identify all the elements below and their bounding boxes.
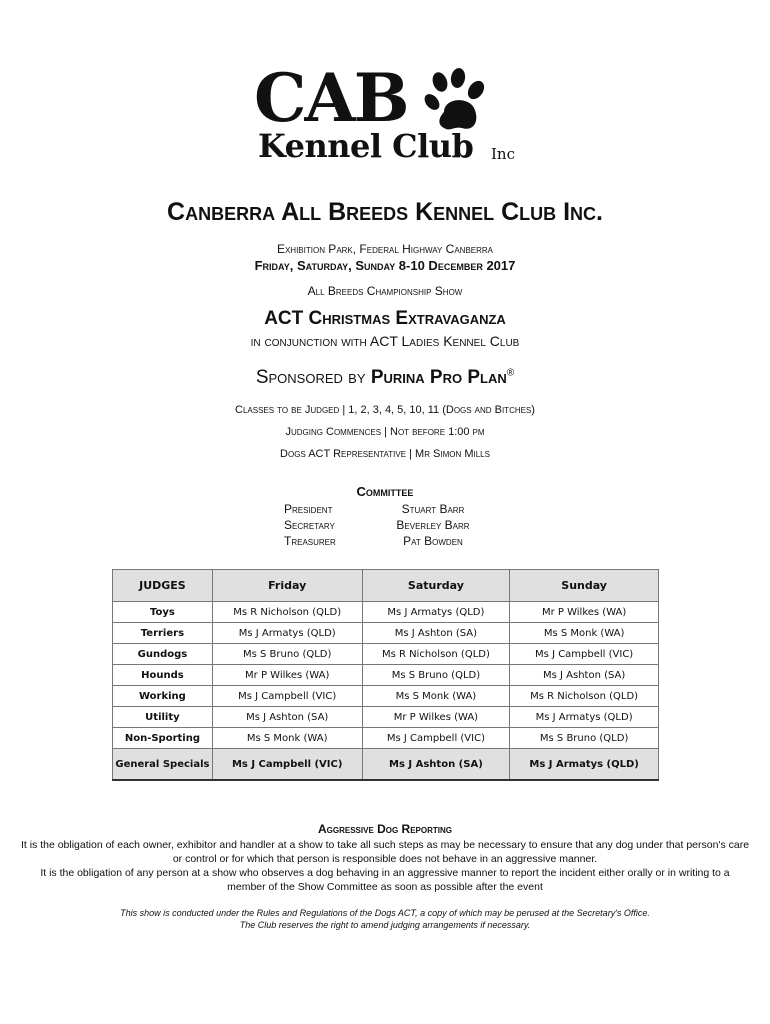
judge-cell: Ms J Campbell (VIC) — [510, 644, 659, 665]
header-saturday: Saturday — [362, 570, 510, 602]
committee-role: President — [284, 502, 333, 516]
footnote-amend: The Club reserves the right to amend judging arrangements if necessary. — [239, 920, 531, 930]
committee-list — [284, 501, 488, 549]
club-logo — [0, 58, 770, 168]
group-cell: General Specials — [113, 749, 213, 781]
committee-member: Stuart Barr — [401, 502, 465, 516]
aggressive-paragraph-observers: It is the obligation of any person at a show who observes a dog behaving in an aggressive manner to report the incident either orally or in writing to a member of the Show Committee as soon as possible after the event — [40, 867, 730, 893]
table-row — [113, 602, 659, 623]
representative-line: Dogs ACT Representative | Mr Simon Mills — [280, 448, 490, 460]
committee-row — [284, 533, 488, 549]
judge-cell: Ms S Monk (WA) — [510, 623, 659, 644]
registered-mark: ® — [506, 367, 515, 379]
judge-cell: Ms J Ashton (SA) — [362, 749, 510, 781]
judge-cell: Ms J Ashton (SA) — [362, 623, 510, 644]
committee-member: Beverley Barr — [396, 518, 470, 532]
header-sunday: Sunday — [510, 570, 659, 602]
table-row — [113, 623, 659, 644]
header-judges: JUDGES — [113, 570, 213, 602]
judge-cell: Ms J Armatys (QLD) — [212, 623, 362, 644]
judge-cell: Mr P Wilkes (WA) — [362, 707, 510, 728]
header-friday: Friday — [212, 570, 362, 602]
page-title: Canberra All Breeds Kennel Club Inc. — [167, 198, 603, 226]
classes-line: Classes to be Judged | 1, 2, 3, 4, 5, 10, 11 (Dogs and Bitches) — [235, 404, 535, 416]
aggressive-paragraph-owners: It is the obligation of each owner, exhibitor and handler at a show to take all such steps as may be necessary to ensure that any dog under that person's care or control or for which that person is responsible does not behave in an aggressive manner. — [20, 839, 750, 865]
judge-cell: Ms R Nicholson (QLD) — [212, 602, 362, 623]
judge-cell: Ms S Bruno (QLD) — [510, 728, 659, 749]
judge-cell: Ms J Campbell (VIC) — [362, 728, 510, 749]
group-cell: Toys — [113, 602, 213, 623]
group-cell: Hounds — [113, 665, 213, 686]
table-row — [113, 707, 659, 728]
judge-cell: Ms J Armatys (QLD) — [510, 707, 659, 728]
judge-cell: Ms S Monk (WA) — [362, 686, 510, 707]
judge-cell: Mr P Wilkes (WA) — [212, 665, 362, 686]
sponsor-name: Purina Pro Plan — [370, 367, 507, 388]
table-header-row — [113, 570, 659, 602]
group-cell: Non-Sporting — [113, 728, 213, 749]
table-row — [113, 686, 659, 707]
table-row — [113, 644, 659, 665]
general-specials-row — [113, 749, 659, 781]
logo-kennel-club-text: Kennel Club — [258, 127, 474, 165]
sponsor-line — [0, 367, 770, 389]
table-row — [113, 728, 659, 749]
judge-cell: Ms J Ashton (SA) — [212, 707, 362, 728]
committee-member: Pat Bowden — [403, 534, 463, 548]
judge-cell: Ms J Campbell (VIC) — [212, 749, 362, 781]
judge-cell: Ms J Campbell (VIC) — [212, 686, 362, 707]
group-cell: Utility — [113, 707, 213, 728]
committee-role: Secretary — [284, 518, 335, 532]
committee-row — [284, 501, 488, 517]
conjunction-line: in conjunction with ACT Ladies Kennel Club — [250, 333, 520, 349]
judges-table — [112, 569, 659, 781]
judge-cell: Ms J Armatys (QLD) — [510, 749, 659, 781]
judge-cell: Ms S Bruno (QLD) — [212, 644, 362, 665]
committee-title: Committee — [356, 484, 414, 499]
venue: Exhibition Park, Federal Highway Canberra — [276, 242, 494, 256]
committee-row — [284, 517, 488, 533]
judge-cell: Ms R Nicholson (QLD) — [510, 686, 659, 707]
group-cell: Working — [113, 686, 213, 707]
logo-inc-text: Inc — [491, 145, 515, 163]
sponsor-prefix: Sponsored by — [255, 367, 371, 388]
show-dates: Friday, Saturday, Sunday 8-10 December 2017 — [254, 258, 516, 273]
logo-cab-text: CAB — [254, 59, 408, 137]
group-cell: Terriers — [113, 623, 213, 644]
judge-cell: Ms S Monk (WA) — [212, 728, 362, 749]
footnote-rules: This show is conducted under the Rules and Regulations of the Dogs ACT, a copy of which may be perused at the Secretary's Office. — [120, 908, 650, 918]
judge-cell: Ms J Armatys (QLD) — [362, 602, 510, 623]
show-type: All Breeds Championship Show — [307, 284, 463, 298]
judge-cell: Mr P Wilkes (WA) — [510, 602, 659, 623]
group-cell: Gundogs — [113, 644, 213, 665]
footnote — [20, 907, 750, 931]
aggressive-dog-title: Aggressive Dog Reporting — [317, 822, 453, 836]
judging-time-line: Judging Commences | Not before 1:00 pm — [285, 426, 485, 438]
committee-role: Treasurer — [284, 534, 336, 548]
judge-cell: Ms R Nicholson (QLD) — [362, 644, 510, 665]
event-name: ACT Christmas Extravaganza — [264, 308, 506, 329]
table-row — [113, 665, 659, 686]
judge-cell: Ms J Ashton (SA) — [510, 665, 659, 686]
judge-cell: Ms S Bruno (QLD) — [362, 665, 510, 686]
